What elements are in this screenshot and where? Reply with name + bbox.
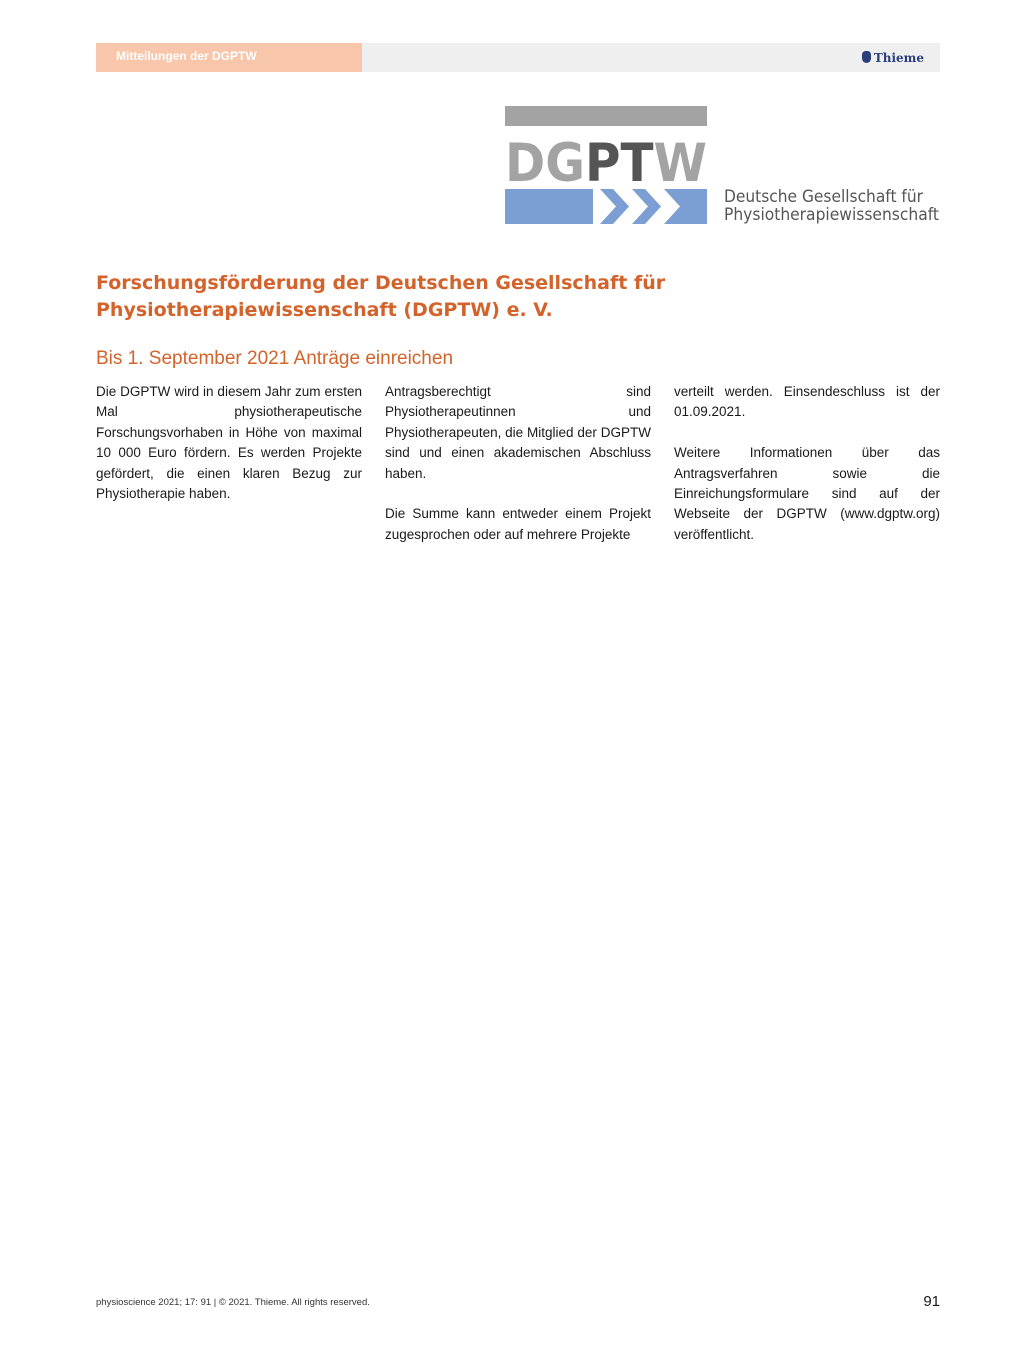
paragraph: Die DGPTW wird in diesem Jahr zum ersten Mal physiotherapeutische Forschungsvorhaben in Höhe von maximal 10 000 Euro fördern. Es werden Projekte gefördert, die einen klaren Bezug zur Physiotherapie haben. <box>96 384 362 502</box>
text-column-2 <box>385 382 651 566</box>
publisher-name: Thieme <box>873 51 924 65</box>
paragraph: Die Summe kann entweder einem Projekt zugesprochen oder auf mehrere Projekte <box>385 506 651 542</box>
logo-top-bar <box>505 106 707 126</box>
article-title: Forschungsförderung der Deutschen Gesellschaft für Physiotherapiewissenschaft (DGPTW) e. V. <box>96 272 666 321</box>
logo-bottom-bar-left <box>505 189 593 224</box>
logo-chevron-1 <box>600 189 629 224</box>
thieme-logo-icon <box>862 51 871 63</box>
logo-bottom-bar-right <box>664 189 707 224</box>
logo-letters-dg: DG <box>505 133 593 194</box>
publisher-logo <box>862 50 924 66</box>
text-column-1 <box>96 382 362 525</box>
paragraph: Weitere Informationen über das Antragsverfahren sowie die Einreichungsformulare sind auf der Webseite der DGPTW (www.dgptw.org) veröffentlicht. <box>674 445 940 542</box>
page-number: 91 <box>923 1293 940 1310</box>
svg-text:DGPTW <box>505 133 713 194</box>
logo-name-line1: Deutsche Gesellschaft für <box>724 187 924 206</box>
paragraph: Antragsberechtigt sind Physiotherapeutinnen und Physiotherapeuten, die Mitglied der DGPTW sind und einen akademischen Abschluss haben. <box>385 384 651 481</box>
dgptw-logo-graphic <box>505 106 941 224</box>
article-subtitle: Bis 1. September 2021 Anträge einreichen <box>96 348 454 369</box>
text-column-3 <box>674 382 940 566</box>
footer-citation: physioscience 2021; 17: 91 | © 2021. Thieme. All rights reserved. <box>96 1297 370 1308</box>
paragraph: verteilt werden. Einsendeschluss ist der 01.09.2021. <box>674 384 940 420</box>
logo-name-line2: Physiotherapiewissenschaft <box>724 205 940 224</box>
logo-letters-w: W <box>653 133 713 194</box>
logo-chevron-2 <box>632 189 661 224</box>
section-label: Mitteilungen der DGPTW <box>96 43 362 72</box>
logo-letters-pt: PT <box>584 133 660 194</box>
dgptw-logo <box>505 106 941 224</box>
header-band <box>96 43 940 72</box>
